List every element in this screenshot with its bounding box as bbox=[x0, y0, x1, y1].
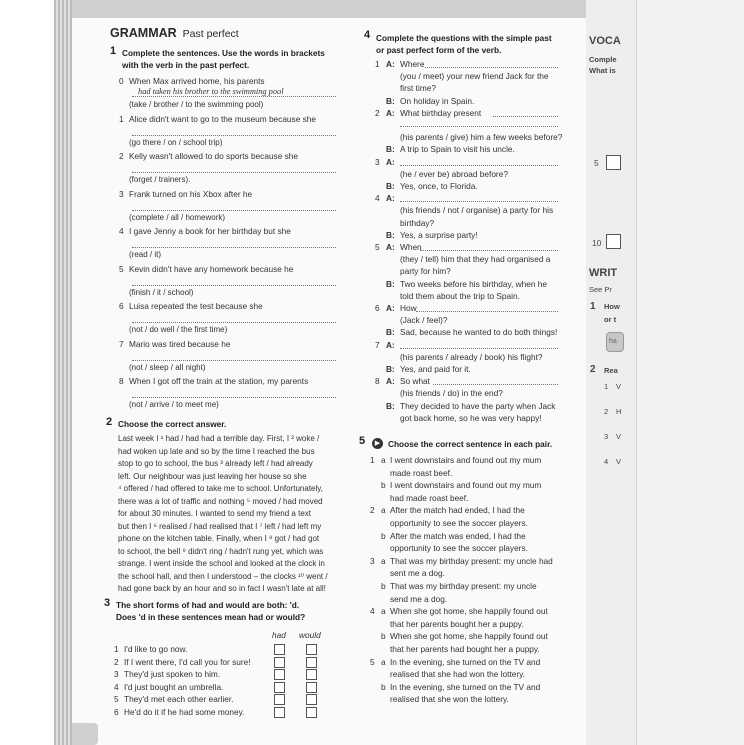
exercise-4-number: 4 bbox=[364, 29, 371, 41]
verb-hint: (his friends / not / organise) a party for his bbox=[400, 205, 554, 216]
speaker-b: B: bbox=[386, 400, 395, 411]
speaker-a: A: bbox=[386, 193, 395, 204]
had-checkbox[interactable] bbox=[274, 694, 285, 705]
reading-item-text: H bbox=[616, 407, 622, 416]
question-text: When bbox=[400, 242, 422, 252]
item-number: 5 bbox=[114, 694, 119, 704]
viewer-edge bbox=[636, 0, 637, 745]
sentence-stem: When Max arrived home, his parents bbox=[129, 76, 265, 86]
speaker-a: A: bbox=[386, 156, 395, 167]
writing-q1: How bbox=[604, 302, 620, 311]
vocab-instr: Comple bbox=[589, 55, 617, 64]
audio-icon: ▶ bbox=[372, 438, 383, 449]
answer-line[interactable] bbox=[132, 247, 336, 248]
verb-hint: (they / tell) him that they had organised a bbox=[400, 254, 551, 265]
option-letter[interactable]: a bbox=[381, 656, 386, 667]
verb-hint: (take / brother / to the swimming pool) bbox=[129, 100, 264, 109]
writing-see: See Pr bbox=[589, 285, 612, 294]
option-text: In the evening, she turned on the TV and bbox=[390, 681, 541, 692]
verb-hint: (his parents / give) him a few weeks before? bbox=[400, 132, 563, 143]
response-text: Two weeks before his birthday, when he bbox=[400, 278, 547, 289]
column-had: had bbox=[272, 630, 286, 640]
vocab-box-5[interactable] bbox=[606, 155, 621, 170]
answer-line[interactable] bbox=[400, 201, 558, 202]
verb-hint: (his parents / already / book) his flight? bbox=[400, 351, 543, 362]
story-line: to school, the bell ⁹ didn't ring / hadn't rung yet, which was bbox=[118, 546, 324, 556]
sentence: He'd do it if he had some money. bbox=[124, 706, 245, 717]
answer-line[interactable] bbox=[132, 322, 336, 323]
reading-item-number: 1 bbox=[604, 382, 609, 391]
exercise-3-instruction-2: Does 'd in these sentences mean had or would? bbox=[116, 612, 306, 622]
exercise-5-number: 5 bbox=[359, 435, 366, 447]
reading-item-text: V bbox=[616, 382, 622, 391]
verb-hint: birthday? bbox=[400, 217, 435, 228]
exercise-4-instruction: Complete the questions with the simple past bbox=[376, 33, 552, 43]
vocab-num-5: 5 bbox=[594, 158, 599, 168]
scan-top-edge bbox=[54, 0, 620, 18]
column-would: would bbox=[299, 630, 321, 640]
item-number: 5 bbox=[119, 263, 124, 274]
would-checkbox[interactable] bbox=[306, 657, 317, 668]
option-text: that her parents bought her a puppy. bbox=[390, 618, 524, 629]
story-line: for about 30 minutes. I wanted to send my friend a text bbox=[118, 509, 311, 518]
option-letter[interactable]: a bbox=[381, 455, 386, 465]
exercise-1-instruction-2: with the verb in the past perfect. bbox=[122, 60, 250, 70]
would-checkbox[interactable] bbox=[306, 669, 317, 680]
exercise-2-number: 2 bbox=[106, 416, 113, 428]
question-number: 7 bbox=[375, 339, 380, 350]
response-text: A trip to Spain to visit his uncle. bbox=[400, 144, 515, 155]
reading-item-text: V bbox=[616, 432, 622, 441]
worksheet-page bbox=[72, 18, 620, 745]
response-text: Yes, a surprise party! bbox=[400, 229, 478, 240]
speaker-b: B: bbox=[386, 364, 395, 374]
question-number: 3 bbox=[375, 156, 380, 167]
would-checkbox[interactable] bbox=[306, 644, 317, 655]
book-binding bbox=[54, 0, 72, 745]
item-number: 6 bbox=[114, 706, 119, 717]
option-text: had made roast beef. bbox=[390, 492, 469, 503]
option-letter[interactable]: a bbox=[381, 555, 386, 566]
option-text: In the evening, she turned on the TV and bbox=[390, 656, 541, 667]
sentence-stem: Frank turned on his Xbox after he bbox=[129, 188, 253, 199]
sentence-stem: Kevin didn't have any homework because he bbox=[129, 263, 294, 274]
question-number: 1 bbox=[375, 59, 380, 69]
option-text: that her parents had bought her a puppy. bbox=[390, 644, 540, 654]
option-text: I went downstairs and found out my mum bbox=[390, 480, 542, 491]
answer-line[interactable] bbox=[416, 311, 558, 312]
reading-q2-num: 2 bbox=[590, 364, 596, 375]
speaker-b: B: bbox=[386, 229, 395, 240]
question-number: 4 bbox=[375, 193, 380, 204]
option-text: After the match had ended, I had the bbox=[390, 505, 525, 516]
would-checkbox[interactable] bbox=[306, 707, 317, 718]
option-text: I went downstairs and found out my mum bbox=[390, 455, 542, 465]
sentence-stem: Alice didn't want to go to the museum because she bbox=[129, 113, 316, 124]
verb-hint: first time? bbox=[400, 83, 436, 94]
speaker-a: A: bbox=[386, 59, 395, 69]
response-text: Sad, because he wanted to do both things! bbox=[400, 327, 558, 338]
writing-q1-2: or t bbox=[604, 315, 617, 324]
verb-hint: (not / arrive / to meet me) bbox=[129, 400, 219, 409]
option-letter[interactable]: a bbox=[381, 505, 386, 516]
verb-hint: (Jack / feel)? bbox=[400, 315, 448, 326]
story-line: there was a lot of traffic and nothing ⁵ moved / had moved bbox=[118, 496, 323, 506]
vocab-heading: VOCA bbox=[589, 35, 621, 47]
sentence: They'd just spoken to him. bbox=[124, 669, 221, 679]
sentence-stem: I gave Jenny a book for her birthday but she bbox=[129, 226, 291, 236]
speaker-a: A: bbox=[386, 107, 395, 118]
option-text: send me a dog. bbox=[390, 593, 448, 604]
answer-line[interactable] bbox=[132, 397, 336, 398]
item-number: 2 bbox=[114, 656, 119, 667]
story-line: had gone back by an hour and so in fact I wasn't late at all! bbox=[118, 584, 326, 593]
story-line: left. Our neighbour was just leaving her house so she bbox=[118, 471, 307, 481]
story-line: but then I ⁶ realised / had realised that I ⁷ left / had left my bbox=[118, 521, 322, 531]
item-number: 6 bbox=[119, 301, 124, 311]
reading-item-number: 2 bbox=[604, 407, 609, 416]
item-number: 7 bbox=[119, 338, 124, 349]
item-number: 0 bbox=[119, 76, 124, 86]
answer-line[interactable] bbox=[400, 348, 558, 349]
option-text: made roast beef. bbox=[390, 467, 453, 478]
option-letter[interactable]: b bbox=[381, 631, 386, 642]
answer-line[interactable] bbox=[400, 165, 558, 166]
adjacent-page-strip bbox=[586, 0, 636, 745]
answer-line[interactable] bbox=[425, 67, 559, 68]
verb-hint: (he / ever be) abroad before? bbox=[400, 168, 508, 179]
item-number: 8 bbox=[119, 376, 124, 386]
answer-line[interactable] bbox=[132, 96, 336, 97]
option-text: That was my birthday present: my uncle had bbox=[390, 555, 553, 566]
verb-hint: (read / it) bbox=[129, 250, 162, 259]
question-text: How bbox=[400, 303, 417, 313]
option-text: realised that she won the lottery. bbox=[390, 694, 509, 705]
exercise-4-instruction-2: or past perfect form of the verb. bbox=[376, 45, 502, 55]
question-text: What birthday present bbox=[400, 107, 482, 118]
verb-hint: party for him? bbox=[400, 266, 451, 277]
answer-line[interactable] bbox=[400, 126, 558, 127]
response-text: Yes, and paid for it. bbox=[400, 364, 471, 374]
sentence: I'd like to go now. bbox=[124, 644, 188, 654]
sentence-stem: Kelly wasn't allowed to do sports because she bbox=[129, 151, 299, 161]
story-line: Last week I ¹ had / had had a terrible day. First, I ² woke / bbox=[118, 434, 320, 443]
item-number: 4 bbox=[114, 681, 119, 692]
speaker-b: B: bbox=[386, 327, 395, 338]
story-line: strange. I went inside the school and looked at the clock in bbox=[118, 559, 325, 568]
option-letter[interactable]: b bbox=[381, 681, 386, 692]
story-line: ⁴ offered / had offered to take me to school. Unfortunately, bbox=[118, 484, 323, 493]
speaker-a: A: bbox=[386, 242, 395, 252]
had-checkbox[interactable] bbox=[274, 644, 285, 655]
question-text: So what bbox=[400, 376, 430, 387]
vocab-instr-2: What is bbox=[589, 66, 616, 75]
story-line: the school hall, and then I understood – the clocks ¹⁰ went / bbox=[118, 571, 328, 581]
verb-hint: (not / do well / the first time) bbox=[129, 325, 228, 334]
pair-number: 3 bbox=[370, 555, 375, 566]
question-number: 6 bbox=[375, 303, 380, 313]
option-text: opportunity to see the soccer players. bbox=[390, 518, 528, 528]
answer-line[interactable] bbox=[433, 384, 558, 385]
answer-line[interactable] bbox=[132, 285, 336, 286]
sentence-stem: When I got off the train at the station, my parents bbox=[129, 376, 309, 386]
item-number: 4 bbox=[119, 226, 124, 236]
section-subtitle: Past perfect bbox=[182, 28, 239, 40]
vocab-box-10[interactable] bbox=[606, 234, 621, 249]
sentence: I'd just bought an umbrella. bbox=[124, 681, 224, 692]
speaker-a: A: bbox=[386, 339, 395, 350]
speaker-a: A: bbox=[386, 303, 395, 313]
handwritten-answer: had taken his brother to the swimming pool bbox=[138, 87, 284, 96]
item-number: 3 bbox=[114, 669, 119, 679]
exercise-1-instruction: Complete the sentences. Use the words in brackets bbox=[122, 48, 325, 58]
verb-hint: (his friends / do) in the end? bbox=[400, 388, 503, 399]
exercise-1-number: 1 bbox=[110, 45, 117, 57]
option-letter[interactable]: b bbox=[381, 480, 386, 491]
had-checkbox[interactable] bbox=[274, 682, 285, 693]
verb-hint: told them about the trip to Spain. bbox=[400, 290, 520, 301]
had-checkbox[interactable] bbox=[274, 707, 285, 718]
verb-hint: (you / meet) your new friend Jack for the bbox=[400, 71, 549, 82]
exercise-3-instruction: The short forms of had and would are both: 'd. bbox=[116, 600, 300, 610]
option-letter[interactable]: a bbox=[381, 606, 386, 617]
writing-chip-text: ha bbox=[609, 338, 617, 345]
speaker-b: B: bbox=[386, 278, 395, 289]
verb-hint: (not / sleep / all night) bbox=[129, 362, 206, 372]
item-number: 2 bbox=[119, 151, 124, 161]
question-number: 2 bbox=[375, 107, 380, 118]
verb-hint: got back home, so he was very happy! bbox=[400, 412, 542, 423]
reading-item-number: 3 bbox=[604, 432, 609, 441]
answer-line[interactable] bbox=[132, 135, 336, 136]
answer-line[interactable] bbox=[420, 250, 558, 251]
option-text: opportunity to see the soccer players. bbox=[390, 543, 528, 554]
answer-line[interactable] bbox=[132, 210, 336, 211]
writing-q1-num: 1 bbox=[590, 301, 596, 312]
response-text: On holiday in Spain. bbox=[400, 95, 475, 106]
vocab-num-10: 10 bbox=[592, 238, 602, 248]
sentence-stem: Luisa repeated the test because she bbox=[129, 301, 263, 311]
pair-number: 1 bbox=[370, 455, 375, 465]
question-number: 8 bbox=[375, 376, 380, 387]
verb-hint: (finish / it / school) bbox=[129, 287, 194, 297]
question-text: Where bbox=[400, 59, 425, 69]
story-line: stop to go to school, the bus ³ already left / had already bbox=[118, 459, 313, 468]
pair-number: 4 bbox=[370, 606, 375, 617]
speaker-b: B: bbox=[386, 144, 395, 155]
item-number: 1 bbox=[114, 644, 119, 654]
option-text: That was my birthday present: my uncle bbox=[390, 581, 537, 591]
exercise-2-instruction: Choose the correct answer. bbox=[118, 419, 227, 429]
option-text: realised that she had won the lottery. bbox=[390, 669, 525, 680]
speaker-a: A: bbox=[386, 376, 395, 387]
option-text: When she got home, she happily found out bbox=[390, 631, 548, 642]
answer-line[interactable] bbox=[132, 172, 336, 173]
option-text: sent me a dog. bbox=[390, 568, 445, 579]
writing-heading: WRIT bbox=[589, 267, 618, 279]
had-checkbox[interactable] bbox=[274, 669, 285, 680]
speaker-b: B: bbox=[386, 95, 395, 106]
pair-number: 2 bbox=[370, 505, 375, 516]
story-line: phone on the kitchen table. Finally, when I ⁸ got / had got bbox=[118, 534, 320, 543]
exercise-5-instruction: Choose the correct sentence in each pair. bbox=[388, 439, 553, 449]
question-number: 5 bbox=[375, 242, 380, 252]
answer-line[interactable] bbox=[493, 116, 558, 117]
would-checkbox[interactable] bbox=[306, 682, 317, 693]
item-number: 1 bbox=[119, 113, 124, 124]
viewer-margin bbox=[636, 0, 744, 745]
response-text: Yes, once, to Florida. bbox=[400, 181, 478, 191]
answer-line[interactable] bbox=[132, 360, 336, 361]
section-title: GRAMMAR Past perfect bbox=[110, 26, 239, 40]
pair-number: 5 bbox=[370, 656, 375, 667]
option-text: After the match was ended, I had the bbox=[390, 530, 526, 541]
page-corner-shadow bbox=[72, 723, 98, 745]
response-text: They decided to have the party when Jack bbox=[400, 400, 556, 411]
verb-hint: (complete / all / homework) bbox=[129, 212, 226, 222]
verb-hint: (go there / on / school trip) bbox=[129, 137, 223, 147]
option-text: When she got home, she happily found out bbox=[390, 606, 548, 617]
page-scan bbox=[54, 0, 620, 745]
verb-hint: (forget / trainers). bbox=[129, 175, 191, 184]
reading-item-number: 4 bbox=[604, 457, 609, 466]
sentence-stem: Mario was tired because he bbox=[129, 338, 231, 349]
speaker-b: B: bbox=[386, 181, 395, 191]
item-number: 3 bbox=[119, 188, 124, 199]
reading-q2: Rea bbox=[604, 366, 618, 375]
sentence: If I went there, I'd call you for sure! bbox=[124, 656, 251, 667]
option-letter[interactable]: b bbox=[381, 581, 386, 591]
reading-item-text: V bbox=[616, 457, 622, 466]
option-letter[interactable]: b bbox=[381, 530, 386, 541]
sentence: They'd met each other earlier. bbox=[124, 694, 234, 704]
exercise-3-number: 3 bbox=[104, 597, 111, 609]
had-checkbox[interactable] bbox=[274, 657, 285, 668]
story-line: had woken up late and so by the time I reached the bus bbox=[118, 446, 315, 456]
would-checkbox[interactable] bbox=[306, 694, 317, 705]
